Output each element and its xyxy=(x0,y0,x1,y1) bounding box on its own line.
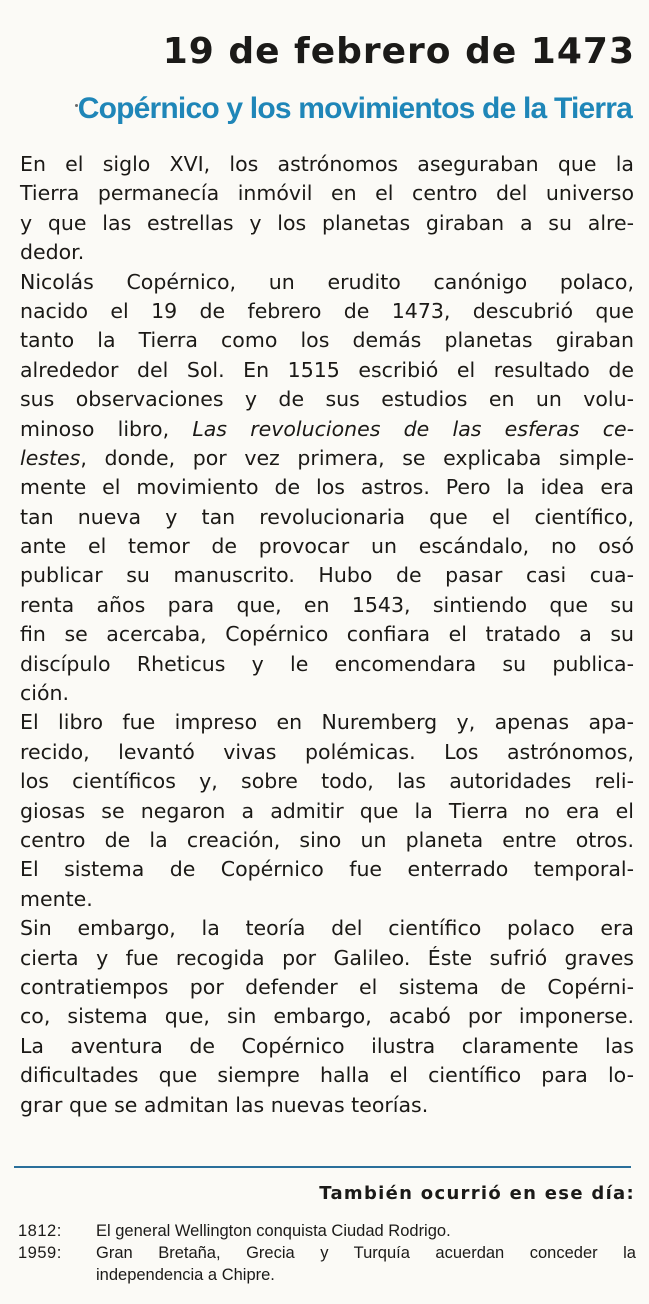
event-item xyxy=(18,1242,636,1286)
events-list xyxy=(18,1220,636,1286)
article-line: Nicolás Copérnico, un erudito canónigo polaco, xyxy=(20,269,634,294)
article-line: mente el movimiento de los astros. Pero la idea era xyxy=(20,475,634,500)
also-happened-heading: También ocurrió en ese día: xyxy=(319,1183,635,1204)
article-line: giosas se negaron a admitir que la Tierra no era el xyxy=(20,798,634,823)
event-line: El general Wellington conquista Ciudad Rodrigo. xyxy=(96,1222,451,1240)
article-line: alrededor del Sol. En 1515 escribió el resultado de xyxy=(20,357,634,382)
article-line: mente. xyxy=(20,886,93,911)
event-description xyxy=(96,1242,636,1286)
article-line: grar que se admitan las nuevas teorías. xyxy=(20,1092,429,1117)
event-year: 1959: xyxy=(18,1244,62,1262)
page-date-title: 19 de febrero de 1473 xyxy=(162,31,635,72)
article-line xyxy=(20,444,634,473)
article-subtitle: Copérnico y los movimientos de la Tierra xyxy=(77,92,632,125)
article-line-text: minoso libro, xyxy=(20,416,193,441)
article-line: dedor. xyxy=(20,240,85,265)
article-line: fin se acercaba, Copérnico confiara el tratado a su xyxy=(20,622,634,647)
article-line xyxy=(20,415,634,444)
article-line: cierta y fue recogida por Galileo. Éste sufrió graves xyxy=(20,945,634,970)
article-line: ción. xyxy=(20,681,70,706)
section-divider xyxy=(14,1166,631,1168)
book-title-italic: Las revoluciones de las esferas ce- xyxy=(192,416,634,441)
article-line: El sistema de Copérnico fue enterrado temporal- xyxy=(20,857,634,882)
article-line: La aventura de Copérnico ilustra claramente las xyxy=(20,1033,634,1058)
article-line: publicar su manuscrito. Hubo de pasar casi cua- xyxy=(20,563,634,588)
article-line: dificultades que siempre halla el científico para lo- xyxy=(20,1063,634,1088)
article-line: nacido el 19 de febrero de 1473, descubrió que xyxy=(20,298,634,323)
event-line: independencia a Chipre. xyxy=(96,1266,275,1284)
article-line: contratiempos por defender el sistema de Copérni- xyxy=(20,974,634,999)
article-line: En el siglo XVI, los astrónomos aseguraban que la xyxy=(20,152,634,176)
book-title-italic: lestes xyxy=(20,445,81,470)
article-line: El libro fue impreso en Nuremberg y, apenas apa- xyxy=(20,710,634,735)
article-line: recido, levantó vivas polémicas. Los astrónomos, xyxy=(20,739,634,764)
article-line: renta años para que, en 1543, sintiendo que su xyxy=(20,592,634,617)
article-line: ante el temor de provocar un escándalo, no osó xyxy=(20,534,634,559)
article-line: y que las estrellas y los planetas giraban a su alre- xyxy=(20,210,634,235)
article-line-text: , donde, por vez primera, se explicaba simple- xyxy=(80,445,634,470)
event-year: 1812: xyxy=(18,1222,62,1240)
event-description xyxy=(96,1220,636,1242)
event-line: Gran Bretaña, Grecia y Turquía acuerdan conceder la xyxy=(96,1244,636,1262)
article-line: tan nueva y tan revolucionaria que el científico, xyxy=(20,504,634,529)
article-line: co, sistema que, sin embargo, acabó por imponerse. xyxy=(20,1004,634,1029)
article-line: los científicos y, sobre todo, las autoridades reli- xyxy=(20,769,634,794)
article-line: Sin embargo, la teoría del científico polaco era xyxy=(20,916,634,941)
article-line: Tierra permanecía inmóvil en el centro del universo xyxy=(20,181,634,206)
event-item xyxy=(18,1220,636,1242)
article-body xyxy=(20,150,634,1120)
article-line: sus observaciones y de sus estudios en un volu- xyxy=(20,387,634,412)
article-line: discípulo Rheticus y le encomendara su publica- xyxy=(20,651,634,676)
article-line: tanto la Tierra como los demás planetas giraban xyxy=(20,328,634,353)
article-line: centro de la creación, sino un planeta entre otros. xyxy=(20,827,634,852)
